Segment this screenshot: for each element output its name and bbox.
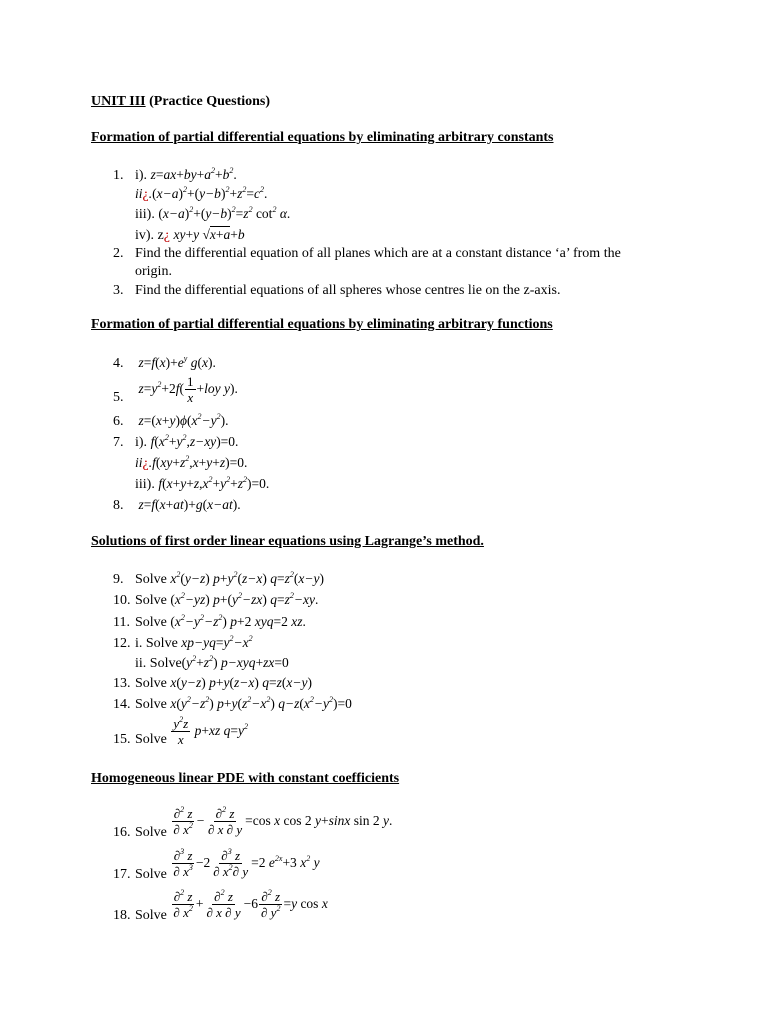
item-label: i).: [135, 435, 148, 450]
solve-label: Solve: [135, 615, 167, 630]
fraction: $\frac{\partial^3 z}{\partial x^3}$: [173, 847, 193, 879]
question-number: 18.: [113, 907, 131, 923]
unit-title: [91, 94, 270, 110]
fraction: $\frac{\partial^2 z}{\partial y^2}$: [260, 888, 281, 920]
question-number: 5.: [113, 389, 124, 405]
glyph-artifact: ¿: [142, 456, 149, 471]
question-18: [113, 888, 328, 923]
solve-label: ii. Solve: [135, 656, 182, 671]
solve-label: Solve: [135, 824, 167, 840]
question-7-iii: [135, 475, 269, 494]
equation: $xp-yq=y^2-x^2$: [181, 634, 253, 650]
equation: $(y^2+z^2)$ p−xyq+zx=0: [181, 654, 289, 670]
solve-label: Solve: [135, 731, 167, 747]
question-number: 3.: [113, 283, 124, 298]
fraction: $\frac{\partial^2 z}{\partial x \partial y}$: [207, 805, 243, 837]
question-17: [113, 847, 320, 882]
solve-label: Solve: [135, 572, 167, 587]
equation: $(x^2-y^2-z^2)$ p+2 xyq=2 xz.: [170, 613, 306, 629]
question-13: [113, 674, 312, 693]
solve-label: i. Solve: [135, 636, 178, 651]
equation: $(x-a)^2+(y-b)^2=z^2$ $\cot^2 \alpha$.: [158, 205, 291, 221]
equation: $f(x+y+z,x^2+y^2+z^2)=0$.: [158, 475, 270, 491]
question-12: [113, 634, 253, 653]
item-label: ii: [135, 186, 143, 201]
equation: $\frac{y^2z}{x}$ p+xz $q=y^2$: [173, 715, 248, 747]
equation: xy+y √x+a+b: [173, 227, 245, 242]
question-text: Find the differential equations of all spheres whose centres lie on the z-axis.: [135, 283, 561, 298]
solve-label: Solve: [135, 907, 167, 923]
fraction: $\frac{1}{x}$: [187, 374, 194, 405]
equation: $\frac{\partial^3 z}{\partial x^3}$ −2 $\frac{\partial^3 z}{\partial x^2\partial y}$ =2 $e^{2x}+3$ $x^2$ y: [173, 847, 320, 879]
question-16: [113, 805, 393, 840]
equation: $z=f(x)+e^y$ g(x).: [138, 354, 216, 370]
question-7: [113, 433, 238, 452]
equation: $z=y^2+2f$( $\frac{1}{x}$ +loy y).: [138, 374, 238, 405]
section-heading-functions: Formation of partial differential equations by eliminating arbitrary functions: [91, 317, 553, 332]
section-heading-homogeneous: Homogeneous linear PDE with constant coefficients: [91, 771, 400, 786]
question-2: [113, 245, 621, 263]
question-number: 7.: [113, 435, 124, 450]
equation: $\frac{\partial^2 z}{\partial x^2}$ + $\frac{\partial^2 z}{\partial x \partial y}$ −6 $\frac{\partial^2 z}{\partial y^2}$ =y cos x: [173, 888, 328, 920]
equation: $f(x^2+y^2,z-xy)=0$.: [150, 433, 239, 449]
fraction: $\frac{\partial^3 z}{\partial x^2\partial y}$: [213, 847, 249, 879]
question-number: 1.: [113, 168, 124, 183]
equation: $.(x-a)^2+(y-b)^2+z^2=c^2$.: [148, 185, 268, 201]
question-number: 15.: [113, 731, 131, 747]
question-number: 13.: [113, 676, 131, 691]
question-number: 10.: [113, 593, 131, 608]
question-15: [113, 716, 248, 747]
question-4: [113, 354, 216, 373]
question-10: [113, 591, 318, 610]
question-1-iii: [135, 205, 290, 224]
fraction: $\frac{y^2z}{x}$: [173, 715, 189, 747]
fraction: $\frac{\partial^2 z}{\partial x^2}$: [173, 888, 193, 920]
question-9: [113, 570, 324, 589]
question-number: 6.: [113, 414, 124, 429]
question-1: [113, 166, 237, 185]
question-number: 12.: [113, 636, 131, 651]
question-2-cont: origin.: [135, 264, 172, 279]
glyph-artifact: ¿: [163, 228, 170, 243]
question-1-ii: [135, 185, 267, 204]
question-number: 11.: [113, 615, 130, 630]
section-heading-constants: Formation of partial differential equations by eliminating arbitrary constants: [91, 130, 554, 145]
question-number: 8.: [113, 498, 124, 513]
equation: $x^2(y-z)$ $p+y^2(z-x)$ $q=z^2(x-y)$: [170, 570, 324, 586]
unit-title-text: UNIT III: [91, 94, 146, 109]
solve-label: Solve: [135, 593, 167, 608]
question-7-ii: [135, 454, 247, 473]
item-label: i).: [135, 168, 148, 183]
question-number: 14.: [113, 697, 131, 712]
question-number: 9.: [113, 572, 124, 587]
solve-label: Solve: [135, 676, 167, 691]
fraction: $\frac{\partial^2 z}{\partial x \partial y}$: [206, 888, 241, 920]
glyph-artifact: ¿: [142, 187, 149, 202]
item-label: iii).: [135, 207, 155, 222]
item-label: iv). z: [135, 228, 164, 243]
equation: $z=ax+by+a^2+b^2$.: [150, 166, 237, 182]
equation: $x(y^2-z^2)$ $p+y(z^2-x^2)$ $q-z(x^2-y^2)=0$: [170, 695, 352, 711]
equation: $z=(x+y)\phi(x^2-y^2)$.: [138, 412, 229, 428]
question-12-ii: [135, 654, 289, 673]
question-11: [113, 613, 306, 632]
question-number: 17.: [113, 866, 131, 882]
section-heading-lagrange: Solutions of first order linear equations using Lagrange’s method.: [91, 534, 484, 549]
item-label: ii: [135, 455, 143, 470]
question-1-iv: [135, 226, 245, 245]
question-text: Find the differential equation of all planes which are at a constant distance ‘a’ from the: [135, 246, 621, 261]
solve-label: Solve: [135, 697, 167, 712]
question-number: 4.: [113, 356, 124, 371]
question-3: [113, 282, 560, 300]
equation: $(x^2-yz)$ $p+(y^2-zx)$ $q=z^2-xy$.: [170, 591, 319, 607]
unit-subtitle: (Practice Questions): [149, 94, 271, 109]
question-number: 2.: [113, 246, 124, 261]
question-number: 16.: [113, 824, 131, 840]
fraction: $\frac{\partial^2 z}{\partial x^2}$: [173, 805, 193, 837]
question-6: [113, 412, 228, 431]
question-14: [113, 695, 352, 714]
equation: x(y−z) p+y(z−x) q=z(x−y): [170, 675, 312, 690]
question-5: [113, 374, 238, 405]
equation: $\frac{\partial^2 z}{\partial x^2}$ − $\frac{\partial^2 z}{\partial x \partial y}$ =cos x cos 2 y+sinx sin 2 y.: [173, 805, 393, 837]
equation: z=f(x+at)+g(x−at).: [138, 497, 241, 512]
equation: $.f(xy+z^2,x+y+z)=0$.: [148, 454, 248, 470]
question-8: [113, 496, 241, 515]
solve-label: Solve: [135, 866, 167, 882]
item-label: iii).: [135, 477, 155, 492]
